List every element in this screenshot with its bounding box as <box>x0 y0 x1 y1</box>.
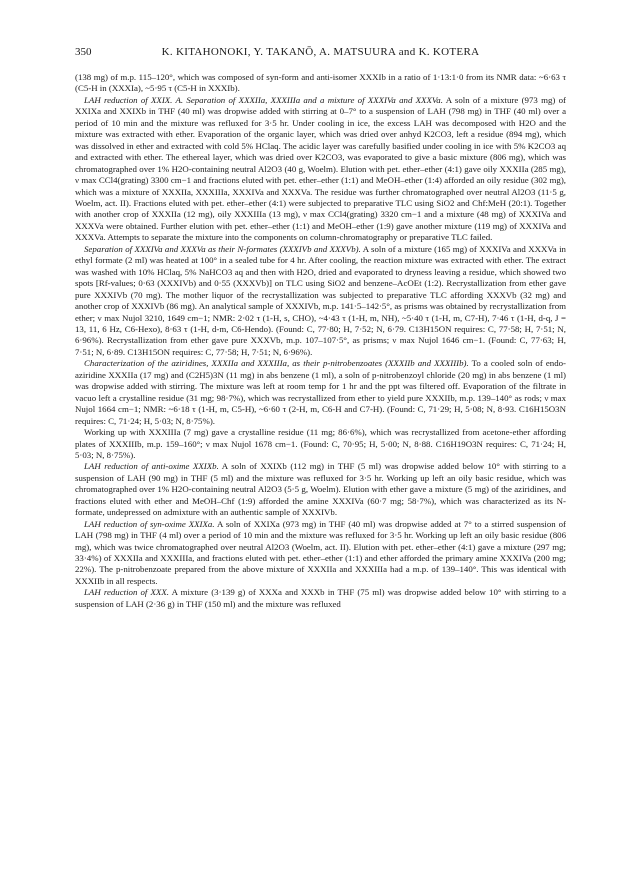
paragraph-lah-reduction-xxix: LAH reduction of XXIX. A. Separation of XXXIIa, XXXIIIa and a mixture of XXXIVa and XXXVa. A soln of a mixture (973 mg) of XXIXa and XXIXb in THF (40 ml) was dropwise added with stirring at 0–7° to a suspension of LAH (798 mg) in THF (40 ml) over a period of 10 min and the mixture was refluxed for 3·5 hr. Under cooling in ice, the excess LAH was decomposed with H2O and the mixture was extracted with ether. Evaporation of the organic layer, which was dried over anhyd K2CO3, left a residue (894 mg), which was dissolved in ether and extracted with cold 5% HClaq. The acidic layer was carefully basified under cooling in ice with 5% K2CO3 aq and extracted with ether. The ethereal layer, which was dried over K2CO3, was evaporated to give a basic mixture (806 mg), which was chromatographed over 1% H2O-containing neutral Al2O3 (40 g, Woelm). Elution with pet. ether–ether (4:1) gave oily XXXIIa (285 mg), ν max CCl4(grating) 3300 cm−1 and fractions eluted with pet. ether–ether (1:1) and MeOH–ether (1:4) afforded an oily residue (302 mg), which was a mixture of XXXIIa, XXXIIIa, XXXIVa and XXXVa. The residue was further chromatographed over neutral Al2O3 (11·5 g, Woelm, act. II). Fractions eluted with pet. ether–ether (4:1) were subjected to preparative TLC using SiO2 and Chf:MeH (20:1). Together with another crop of XXXIIa (12 mg), oily XXXIIIa (13 mg), ν max CCl4(grating) 3320 cm−1 and a mixture (48 mg) of XXXIVa and XXXVa were obtained. Further elution with pet. ether–ether (1:1) and MeOH–ether (1:9) gave another mixture (119 mg) of XXXIVa and XXXVa. Attempts to separate the mixture into the components on column-chromatography or preparative TLC failed. <box>75 94 566 243</box>
paragraph-working-up-xxxiiia: Working up with XXXIIIa (7 mg) gave a crystalline residue (11 mg; 86·6%), which was recrystallized from acetone-ether affording plates of XXXIIIb, m.p. 159–160°; ν max Nujol 1678 cm−1. (Found: C, 70·95; H, 5·00; N, 8·88. C16H19O3N requires: C, 71·24; H, 5·03; N, 8·75%). <box>75 427 566 460</box>
paragraph-continuation: (138 mg) of m.p. 115–120°, which was composed of syn-form and anti-isomer XXXIb in a ratio of 1·13:1·0 from its NMR data: ~6·63 τ (C5-H in (XXXIa), ~5·95 τ (C5-H in XXXIb). <box>75 72 566 94</box>
paragraph-separation-n-formates: Separation of XXXIVa and XXXVa as their N-formates (XXXIVb and XXXVb). A soln of a mixture (165 mg) of XXXIVa and XXXVa in ethyl formate (2 ml) was heated at 100° in a sealed tube for 4 hr. After cooling, the reaction mixture was extracted with ether. The extract was washed with 10% HClaq, 5% NaHCO3 aq and then with H2O, dried and evaporated to dryness leaving a residue, which showed two spots [Rf-values; 0·63 (XXXIVb) and 0·55 (XXXVb)] on TLC using SiO2 and benzene–AcOEt (1:2). Recrystallization from ether gave pure XXXIVb (70 mg). The mother liquor of the recrystallization was subjected to preparative TLC affording XXXVb (32 mg) and another crop of XXXIVb (86 mg). An analytical sample of XXXIVb, m.p. 141·5–142·5°, as prisms was obtained by recrystallization from ether; ν max Nujol 3210, 1649 cm−1; NMR: 2·02 τ (1-H, s, CHO), ~4·43 τ (1-H, m, NH), ~5·40 τ (1-H, m, C7-H), 7·46 τ (1-H, d-q, J = 13, 11, 6 Hz, C6-Hexo), 8·63 τ (1-H, d-m, C6-Hendo). (Found: C, 77·80; H, 7·52; N, 6·79. C13H15ON requires: C, 77·58; H, 7·51; N, 6·96%). Recrystallization from ether gave pure XXXVb, m.p. 107–107·5°, as prisms; ν max Nujol 1646 cm−1. (Found: C, 77·63; H, 7·51; N, 6·89. C13H15ON requires: C, 77·58; H, 7·51; N, 6·96%). <box>75 243 566 357</box>
page-header <box>75 46 566 60</box>
paragraph-lead: Characterization of the aziridines, XXXIIa and XXXIIIa, as their p-nitrobenzoates (XXXIIb and XXXIIIb). <box>84 358 469 369</box>
paragraph-lead: LAH reduction of XXX. <box>84 587 169 598</box>
paragraph-lead: LAH reduction of syn-oxime XXIXa. <box>84 518 215 529</box>
paragraph-characterization-aziridines: Characterization of the aziridines, XXXIIa and XXXIIIa, as their p-nitrobenzoates (XXXIIb and XXXIIIb). To a cooled soln of endo-aziridine XXXIIa (17 mg) and (C2H5)3N (11 mg) in abs benzene (1 ml), a soln of p-nitrobenzoyl chloride (20 mg) in abs benzene (1 ml) was dropwise added with stirring. The mixture was left at room temp for 1 hr and the ppt was filtered off. Evaporation of the filtrate in vacuo left a crystalline residue (31 mg; 98·7%), which was recrystallized from ether to yield pure XXXIIb, m.p. 139–140° as rods; ν max Nujol 1664 cm−1; NMR: ~6·18 τ (1-H, m, C5-H), ~6·60 τ (2-H, m, C6-H and C7-H). (Found: C, 71·29; H, 5·08; N, 8·93. C16H15O3N requires: C, 71·24; H, 5·03; N, 8·75%). <box>75 358 566 426</box>
paragraph-lead: LAH reduction of XXIX. A. Separation of XXXIIa, XXXIIIa and a mixture of XXXIVa and XXXVa. <box>84 94 443 105</box>
paragraph-lah-reduction-xxx: LAH reduction of XXX. A mixture (3·139 g) of XXXa and XXXb in THF (75 ml) was dropwise added below 10° with stirring to a suspension of LAH (2·36 g) in THF (150 ml) and the mixture was refluxed <box>75 587 566 609</box>
article-body <box>75 72 566 610</box>
paragraph-syn-oxime: LAH reduction of syn-oxime XXIXa. A soln of XXIXa (973 mg) in THF (40 ml) was dropwise added at 7° to a stirred suspension of LAH (798 mg) in THF (4 ml) over a period of 10 min and the mixture was refluxed for 3·5 hr. Working up left an oily basic residue (806 mg), which was twice chromatographed over neutral Al2O3 (Woelm, act. II). Elution with pet. ether–ether (4:1) gave a mixture (297 mg; 33·4%) of XXXIIa and XXXIIIa, and fractions eluted with pet. ether–ether (1:1) and ether afforded the primary amine XXXIVa (200 mg; 22%). The p-nitrobenzoate prepared from the above mixture of XXXIIa and XXXIIIa had a m.p. of 139–140°. This was identical with XXXIIb in all respects. <box>75 518 566 586</box>
paragraph-lead: Separation of XXXIVa and XXXVa as their N-formates (XXXIVb and XXXVb). <box>84 243 361 254</box>
paragraph-lead: LAH reduction of anti-oxime XXIXb. <box>84 461 219 472</box>
page-number: 350 <box>75 46 92 58</box>
paragraph-anti-oxime: LAH reduction of anti-oxime XXIXb. A soln of XXIXb (112 mg) in THF (5 ml) was dropwise added below 10° with stirring to a suspension of LAH (90 mg) in THF (5 ml) and the mixture was refluxed for 3·5 hr. Working up left an oily basic residue, which was chromatographed over 1% H2O-containing neutral Al2O3 (5·5 g, Woelm). Elution with ether gave a mixture (5 mg) of the aziridines, and fractions eluted with ether and MeOH–Chf (1:9) afforded the amine XXXIVa (60·7 mg; 58·7%), which was characterized as its N-formate, undepressed on admixture with an authentic sample of XXXIVb. <box>75 461 566 518</box>
running-head: K. KITAHONOKI, Y. TAKANŌ, A. MATSUURA and K. KOTERA <box>161 46 480 58</box>
